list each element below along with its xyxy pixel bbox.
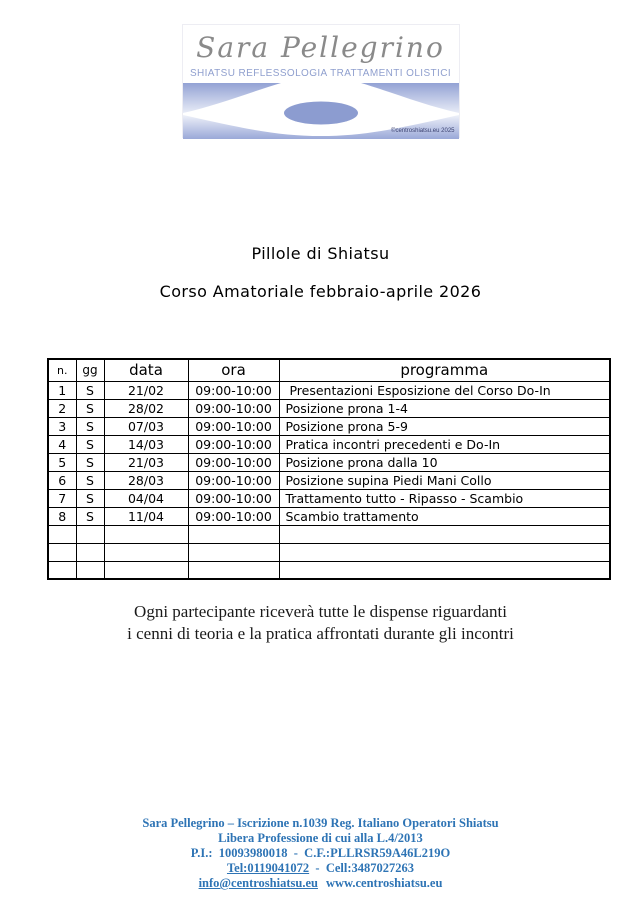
table-row — [48, 435, 610, 453]
cell-programma: Posizione supina Piedi Mani Collo — [279, 471, 610, 489]
cell-data: 21/02 — [104, 381, 188, 399]
footer-vat-cf-line: P.I.: 10093980018 - C.F.:PLLRSR59A46L219O — [190, 846, 451, 860]
cell-data: 28/02 — [104, 399, 188, 417]
cell-gg: S — [76, 417, 104, 435]
cell-data: 28/03 — [104, 471, 188, 489]
logo-script-name: Sara Pellegrino — [196, 31, 445, 64]
col-header-programma: programma — [279, 359, 610, 381]
cell-data: 04/04 — [104, 489, 188, 507]
cell-ora: 09:00-10:00 — [188, 417, 279, 435]
table-row — [48, 381, 610, 399]
cell-gg: S — [76, 435, 104, 453]
note-line-1: Ogni partecipante riceverà tutte le dispense riguardanti — [134, 602, 507, 621]
cell-data: 11/04 — [104, 507, 188, 525]
cell-n: 3 — [48, 417, 76, 435]
table-header-row — [48, 359, 610, 381]
cell-gg: S — [76, 399, 104, 417]
logo-copyright: ©centroshiatsu.eu 2025 — [391, 128, 455, 134]
cell-data: 07/03 — [104, 417, 188, 435]
cell-gg: S — [76, 381, 104, 399]
cell-n: 4 — [48, 435, 76, 453]
cell-ora: 09:00-10:00 — [188, 435, 279, 453]
cell-gg: S — [76, 471, 104, 489]
cell-programma: Posizione prona dalla 10 — [279, 453, 610, 471]
footer-web-line — [0, 876, 641, 891]
table-row — [48, 453, 610, 471]
page-footer — [0, 816, 641, 891]
table-row — [48, 399, 610, 417]
footer-profession-line: Libera Professione di cui alla L.4/2013 — [218, 831, 423, 845]
cell-gg: S — [76, 453, 104, 471]
table-row — [48, 489, 610, 507]
cell-n: 5 — [48, 453, 76, 471]
tel-link[interactable]: Tel:0119041072 — [226, 861, 310, 875]
cell-n: 6 — [48, 471, 76, 489]
course-schedule-table — [47, 358, 611, 580]
col-header-ora: ora — [188, 359, 279, 381]
col-header-data: data — [104, 359, 188, 381]
logo-tagline: SHIATSU REFLESSOLOGIA TRATTAMENTI OLISTICI — [189, 68, 452, 79]
logo-wave-graphic — [183, 83, 459, 139]
cell-ora: 09:00-10:00 — [188, 489, 279, 507]
cell-programma: Scambio trattamento — [279, 507, 610, 525]
cell-data: 14/03 — [104, 435, 188, 453]
website-text: www.centroshiatsu.eu — [325, 876, 443, 890]
note-line-2: i cenni di teoria e la pratica affrontati durante gli incontri — [127, 624, 514, 643]
table-row — [48, 507, 610, 525]
wave-top-left-shape — [183, 83, 281, 113]
page-subtitle: Corso Amatoriale febbraio-aprile 2026 — [159, 282, 482, 301]
cell-n: 8 — [48, 507, 76, 525]
cell-n: 2 — [48, 399, 76, 417]
cell-ora: 09:00-10:00 — [188, 453, 279, 471]
table-empty-row — [48, 543, 610, 561]
cell-n: 1 — [48, 381, 76, 399]
cell-gg: S — [76, 507, 104, 525]
table-empty-row — [48, 561, 610, 579]
table-row — [48, 417, 610, 435]
col-header-n: n. — [48, 359, 76, 381]
dispense-note — [0, 601, 641, 645]
col-header-gg: gg — [76, 359, 104, 381]
cell-programma: Posizione prona 1-4 — [279, 399, 610, 417]
cell-gg: S — [76, 489, 104, 507]
page-title: Pillole di Shiatsu — [251, 244, 390, 263]
footer-phone-line — [0, 861, 641, 876]
email-link[interactable]: info@centroshiatsu.eu — [198, 876, 318, 890]
cell-ora: 09:00-10:00 — [188, 507, 279, 525]
cell-ora: 09:00-10:00 — [188, 471, 279, 489]
table-empty-row — [48, 525, 610, 543]
cell-data: 21/03 — [104, 453, 188, 471]
cell-number: Cell:3487027263 — [325, 861, 415, 875]
cell-programma: Trattamento tutto - Ripasso - Scambio — [279, 489, 610, 507]
logo-ellipse — [284, 102, 358, 125]
cell-programma: Pratica incontri precedenti e Do-In — [279, 435, 610, 453]
cell-programma: Posizione prona 5-9 — [279, 417, 610, 435]
cell-programma: Presentazioni Esposizione del Corso Do-In — [279, 381, 610, 399]
cell-n: 7 — [48, 489, 76, 507]
logo — [182, 24, 460, 138]
footer-registration-line: Sara Pellegrino – Iscrizione n.1039 Reg. Italiano Operatori Shiatsu — [142, 816, 499, 830]
table-row — [48, 471, 610, 489]
cell-ora: 09:00-10:00 — [188, 399, 279, 417]
cell-ora: 09:00-10:00 — [188, 381, 279, 399]
tel-cell-separator: - — [309, 861, 326, 875]
wave-top-right-shape — [361, 83, 459, 113]
